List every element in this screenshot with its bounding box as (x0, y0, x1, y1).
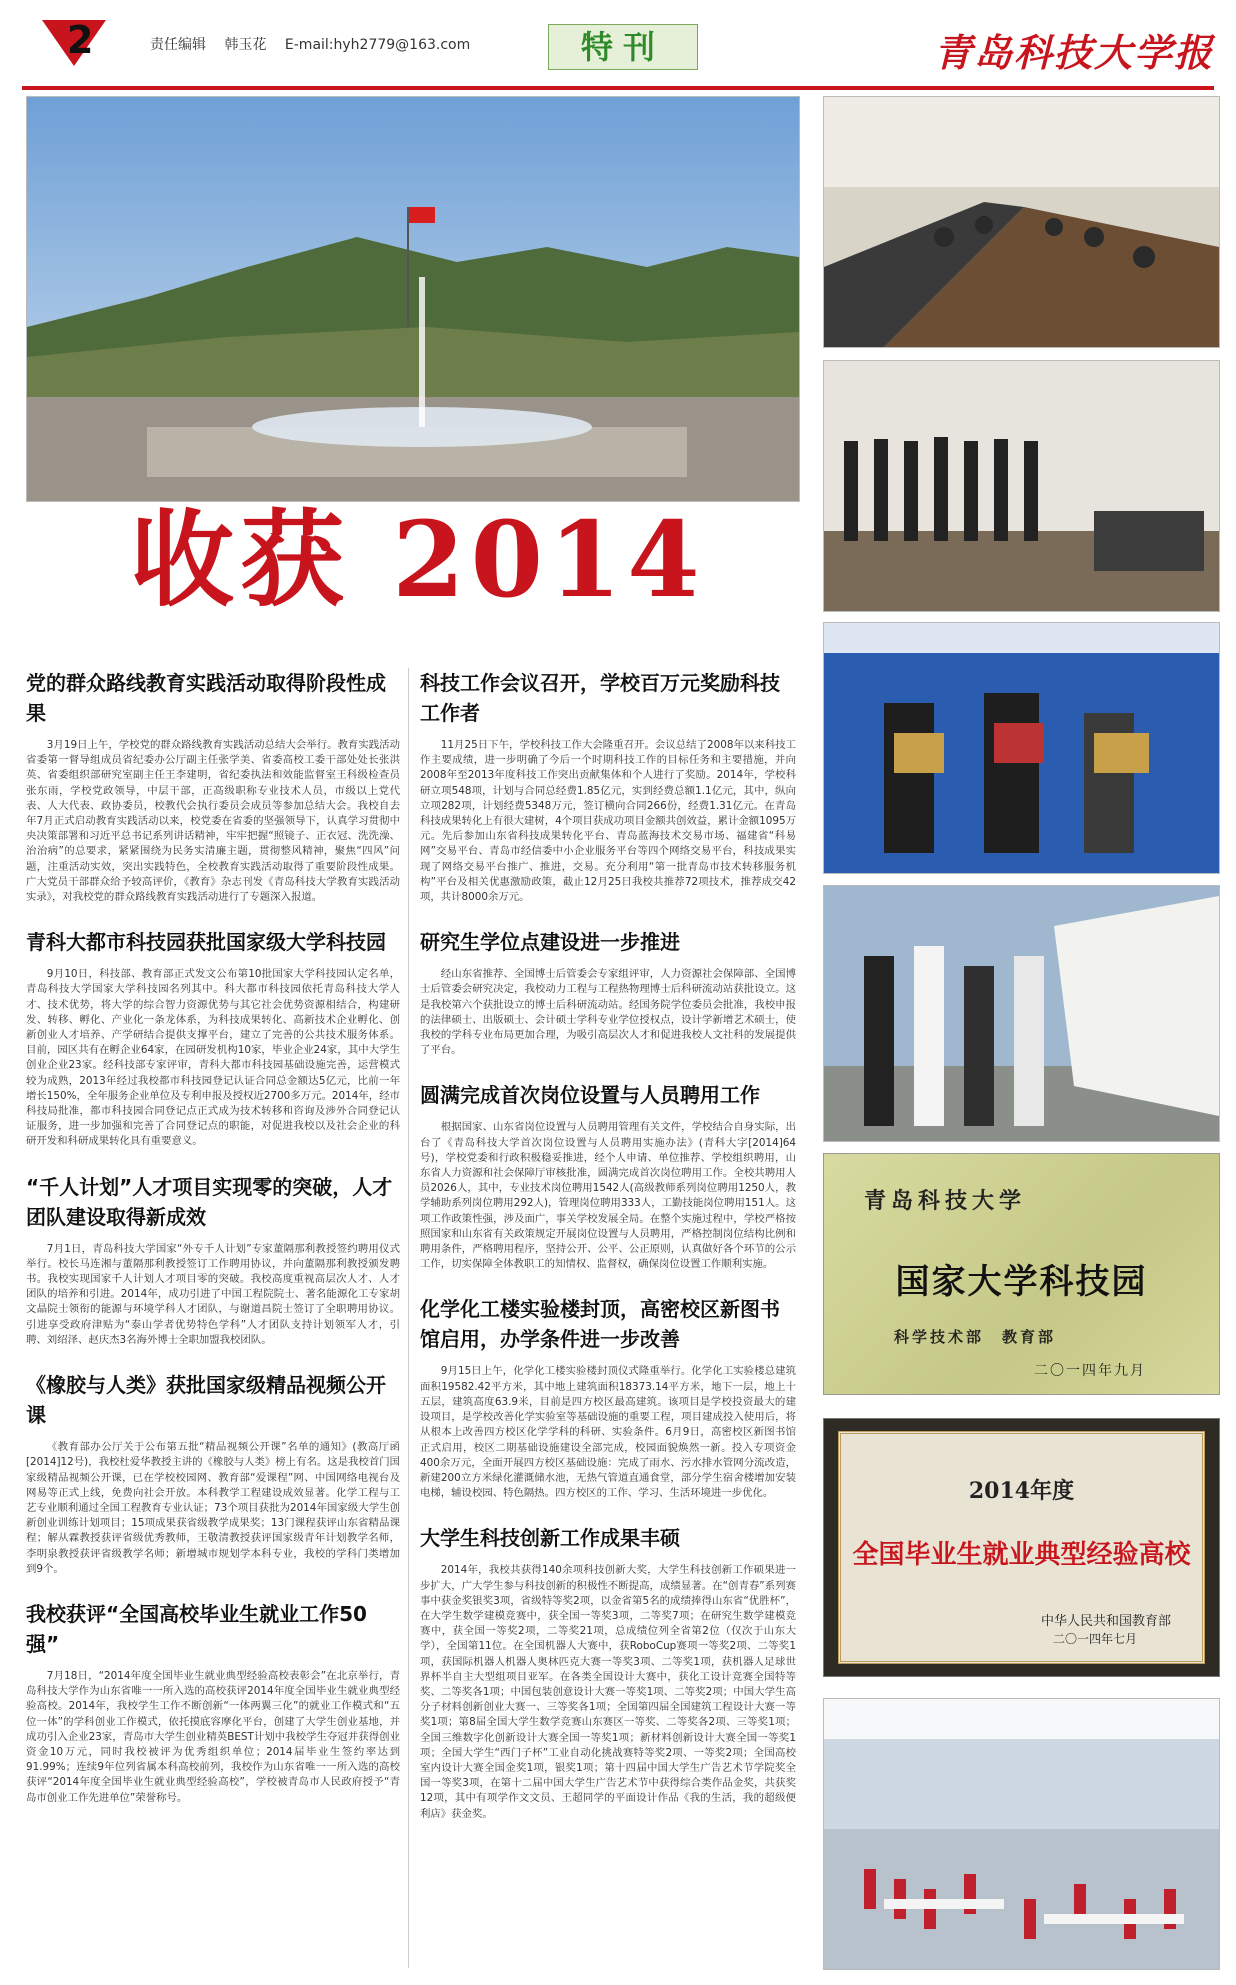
article-title: 研究生学位点建设进一步推进 (420, 930, 680, 955)
article (26, 1370, 400, 1577)
photo-exhibition (823, 885, 1220, 1142)
certificate-issuer: 科学技术部 教育部 (894, 1328, 1057, 1346)
article (420, 1080, 796, 1272)
paper-name: 青岛科技大学报 (933, 30, 1214, 75)
column-divider (408, 668, 409, 1968)
certificate-date: 二〇一四年七月 (1053, 1632, 1138, 1646)
article-column-left (26, 668, 400, 1828)
article-body: 2014年，我校共获得140余项科技创新大奖，大学生科技创新工作硕果进一步扩大，广大学生参与科技创新的积极性不断提高，成绩显著。在“创青春”系列赛事中获金奖银奖3项，省级特等奖2项，以金省第5名的成绩捧得山东省“优胜杯”，在大学生数学建模竞赛中，获全国一等奖3项，二等奖7项；在研究生数学建模竞赛中，获全国一等奖2项，二等奖21项，总成绩位列全省第2位（仅次于山东大学），全国第11位。在全国机器人大赛中，获RoboCup赛项一等奖2项、二等奖1项，获国际机器人机器人奥林匹克大赛一等奖3项、二等奖1项，获机器人足球世界杯半自主大型组项目亚军。在各类全国设计大赛中，获化工设计竞赛全国特等奖、二等奖各1项；中国包装创意设计大赛一等奖1项、二等奖2项；中国大学生高分子材料创新创业大赛一、三等奖各1项；全国第四届全国建筑工程设计大赛一等奖1项；第8届全国大学生数学竞赛山东赛区一等奖、二等奖各2项、三等奖1项；全国三维数字化创新设计大赛全国一等奖1项；新材料创新设计大赛全国一等奖1项；全国大学生“西门子杯”工业自动化挑战赛特等奖2项、一等奖2项；全国高校室内设计大赛全国金奖1项，银奖1项；第十四届中国大学生广告艺术节学院奖全国一等奖3项，在第十二届中国大学生广告艺术节中获得综合类作品金奖，共获奖12项，其中有项学作文文员、王超同学的平面设计作品《我的生活，我的超级便利店》获金奖。 (420, 1564, 796, 1820)
editor-name: 韩玉花 (224, 37, 267, 53)
certificate-issuer: 中华人民共和国教育部 (1041, 1614, 1172, 1629)
masthead-rule (22, 86, 1214, 90)
photo-campus-fountain (26, 96, 800, 502)
article-title: 科技工作会议召开，学校百万元奖励科技工作者 (420, 671, 780, 725)
certificate-science-park (823, 1153, 1220, 1395)
article-body: 经山东省推荐、全国博士后管委会专家组评审，人力资源社会保障部、全国博士后管委会研究决定，我校动力工程与工程热物理博士后科研流动站获批设立。这是我校第六个获批设立的博士后科研流动站。经国务院学位委员会批准，我校申报的法律硕士、出版硕士、会计硕士学科专业学位授权点，设计学新增艺术硕士，使我校的学科专业布局更加合理，为吸引高层次人才和促进我校人文社科的发展提供了平台。 (420, 968, 796, 1057)
masthead (0, 0, 1236, 80)
article-body: 9月15日上午，化学化工楼实验楼封顶仪式隆重举行。化学化工实验楼总建筑面积19582.42平方米，其中地上建筑面积18373.14平方米，地下一层，地上十五层，建筑高度63.9米，目前是四方校区最高建筑。该项目是学校投资最大的建设项目，是学校改善化学实验室等基础设施的重要工程，项目建成投入使用后，将从根本上改善四方校区化学学科的科研、实验条件。6月9日，高密校区新图书馆正式启用，校区二期基础设施建设全部完成，校园面貌焕然一新。投入专项资金400余万元，全面开展四方校区基础设施：完成了雨水、污水排水管网分流改造，新建200立方米绿化灌溉储水池，无热气管道直通食堂，部分学生宿舍楼增加安装电梯，辅设校园、特色隔热。四方校区的工作、学习、生活环境进一步优化。 (420, 1365, 796, 1500)
photo-library (823, 1698, 1220, 1970)
article-title: 大学生科技创新工作成果丰硕 (420, 1526, 680, 1551)
certificate-panel (838, 1431, 1205, 1664)
article-title: 青科大都市科技园获批国家级大学科技园 (26, 930, 386, 955)
article-body: 7月1日，青岛科技大学国家“外专千人计划”专家董隔那利教授签约聘用仪式举行。校长马连湘与董隔那利教授签订工作聘用协议，并向董隔那利教授颁发聘书。我校实现国家千人计划人才项目零的突破。我校高度重视高层次人才、人才团队的培养和引进。2014年，成功引进了中国工程院院士、著名能源化工专家胡文晶院士领衔的能源与环境学科人才团队，与谢道昌院士签订了全职聘用协议。引进享受政府津贴为“泰山学者优势特色学科”人才团队支持计划领军人才，引聘、刘绍泽、赵庆杰3名海外博士全职加盟我校团队。 (26, 1242, 400, 1346)
article (26, 668, 400, 905)
certificate-date: 二〇一四年九月 (1034, 1363, 1146, 1379)
article-column-right (420, 668, 796, 1844)
article-body: 《教育部办公厅关于公布第五批“精品视频公开课”名单的通知》(教高厅函[2014]12号)，我校杜爱华教授主讲的《橡胶与人类》榜上有名。这是我校首门国家级精品视频公开课，已在学校校园网、教育部“爱课程”网、中国网络电视台及网易等正式上线，免费向社会开放。本科教学工程建设成效显著。化学工程与工艺专业顺利通过全国工程教育专业认证；73个项目获批为2014年国家级大学生创新创业训练计划项目；15项成果获省级教学成果奖；13门课程获评山东省精品课程；解从霖教授获评省级优秀教师，王敬清教授获评国家级青年计划教学名师，李明泉教授获评省级教学名师；新增城市规划学本科专业，我校的学科门类增加到9个。 (26, 1441, 400, 1575)
certificate-title: 国家大学科技园 (895, 1262, 1148, 1302)
certificate-school: 青岛科技大学 (864, 1188, 1027, 1214)
photo-meeting (823, 96, 1220, 348)
article-body: 7月18日，“2014年度全国毕业生就业典型经验高校表彰会”在北京举行，青岛科技大学作为山东省唯一一所入选的高校获评2014年度全国毕业生就业典型经验高校。2014年，我校学生工作不断创新“一体两翼三化”的就业工作模式和“五位一体”的学科创业工作模式，依托摸底容摩化平台，创建了大学生创业基地，并成功引入企业23家，青岛市大学生创业精英BEST计划中我校学生夺冠并获得创业资金10万元，同时我校被评为优秀组织单位；2014届毕业生签约率达到91.99%；连续9年位列省属本科高校前列，我校作为山东省唯一一所入选的高校获评“2014年度全国毕业生就业典型经验高校”，学校被青岛市人民政府授予“青岛市创业工作先进单位”荣誉称号。 (26, 1669, 400, 1804)
article (420, 927, 796, 1058)
article (26, 1599, 400, 1806)
headline: 收获 2014 (130, 498, 706, 621)
article-title: 我校获评“全国高校毕业生就业工作50强” (26, 1601, 367, 1656)
article-body: 9月10日，科技部、教育部正式发文公布第10批国家大学科技园认定名单，青岛科技大学国家大学科技园名列其中。科大都市科技园依托青岛科技大学人才、技术优势，将大学的综合智力资源优势与其它社会优势资源相结合，构建研发、转移、孵化、产业化一条龙体系，为科技成果转化、高新技术企业孵化、创新创业人才培养、产学研结合提供支撑平台，建立了完善的公共技术服务体系。目前，园区共有在孵企业64家，在园研发机构10家，毕业企业24家，其中大学生创业企业23家。经科技部专家评审，青科大都市科技园基础设施完善，运营模式较为成熟，2013年经过我校都市科技园登记认证合同总金额达5亿元，比前一年增长150%，全年服务企业单位及专利申报及授权近2700多万元。2014年，经市科技局批准，都市科技园合同登记点正式成为技术转移和咨询及涉外合同登记认证服务，进一步加强和完善了合同登记点的职能，对促进我校以及社会企业的科研开发和科研成果转化具有重要意义。 (26, 968, 400, 1148)
section-tag: 特刊 (548, 24, 698, 70)
editor-email: E-mail:hyh2779@163.com (284, 37, 471, 53)
article-title: “千人计划”人才项目实现零的突破，人才团队建设取得新成效 (26, 1174, 393, 1229)
article-title: 圆满完成首次岗位设置与人员聘用工作 (420, 1083, 760, 1108)
certificate-year: 2014年度 (968, 1478, 1075, 1504)
certificate-title: 全国毕业生就业典型经验高校 (852, 1540, 1191, 1570)
article-title: 党的群众路线教育实践活动取得阶段性成果 (26, 671, 386, 725)
article-body: 根据国家、山东省岗位设置与人员聘用管理有关文件，学校结合自身实际，出台了《青岛科技大学首次岗位设置与人员聘用实施办法》(青科大字[2014]64号)，学校党委和行政积极稳妥推进，经个人申请、单位推荐、学校组织聘用，山东省人力资源和社会保障厅审核批准，圆满完成首次岗位聘用工作。全校共聘用人员2026人，其中，专业技术岗位聘用1542人(高级教师系列岗位聘用1250人，教学辅助系列岗位聘用292人)，管理岗位聘用333人，工勤技能岗位聘用151人。这项工作政策性强，涉及面广，事关学校发展全局。在整个实施过程中，学校严格按照国家和山东省有关政策规定开展岗位设置与人员聘用，严格控制岗位结构比例和聘用条件，严格聘用程序，坚持公开、公平、公正原则，认真做好各个环节的公示工作，切实保障全体教职工的知情权、监督权，确保岗位设置工作顺利实施。 (420, 1121, 796, 1271)
article (26, 1172, 400, 1348)
article-body: 11月25日下午，学校科技工作大会隆重召开。会议总结了2008年以来科技工作主要成绩，进一步明确了今后一个时期科技工作的目标任务和主要措施，并向2008年至2013年度科技工作突出贡献集体和个人进行了奖励。2014年，学校科研立项548项，计划与合同总经费1.85亿元，实到经费总额1.1亿元，其中，纵向立项282项，计划经费5348万元，签订横向合同266份，经费1.31亿元。在青岛科技成果转化上有很大建树，4个项目获成功项目金额共创效益，累计金额1095万元。先后参加山东省科技成果转化平台、青岛蓝海技术交易市场、福建省“科易网”交易平台、青岛市经信委中小企业服务平台等四个网络交易平台，科技成果实现了网络交易平台推广、推进，交易。充分利用“第一批青岛市技术转移服务机构”平台及相关优惠激励政策，截止12月25日我校共推荐72项技术，推荐成交42项，共计8000余万元。 (420, 739, 796, 904)
article (26, 927, 400, 1149)
article (420, 1523, 796, 1821)
certificate-employment (823, 1418, 1220, 1677)
editor-line (150, 34, 484, 54)
photo-award-stage (823, 622, 1220, 874)
article-title: 《橡胶与人类》获批国家级精品视频公开课 (26, 1373, 386, 1428)
page-number: 2 (67, 18, 94, 62)
article-body: 3月19日上午，学校党的群众路线教育实践活动总结大会举行。教育实践活动省委第一督导组成员省纪委办公厅副主任张学美、省委高校工委干部处处长张洪英、省委组织部研究室副主任王李建明，省纪委执法和效能监督室王科级检查员张东雨，学校党政领导，中层干部，正高级职称专业技术人员，市级以上党代表、人大代表、政协委员，校教代会执行委员会成员等参加总结大会。我校自去年7月正式启动教育实践活动以来，校党委在省委的坚强领导下，认真学习贯彻中央决策部署和习近平总书记系列讲话精神，牢牢把握“照镜子、正衣冠、洗洗澡、治治病”的总要求，紧紧围绕为民务实清廉主题，贯彻整风精神，聚焦“四风”问题，注重活动实效，突出实践特色，全校教育实践活动取得了重要阶段性成果。广大党员干部群众给予较高评价，《教育》杂志刊发《青岛科技大学教育实践活动实录》，对我校党的群众路线教育实践活动进行了专题深入报道。 (26, 739, 400, 904)
article (420, 668, 796, 905)
article (420, 1294, 796, 1501)
article-title: 化学化工楼实验楼封顶，高密校区新图书馆启用，办学条件进一步改善 (420, 1297, 780, 1352)
photo-signing (823, 360, 1220, 612)
editor-label: 责任编辑 (150, 37, 206, 53)
